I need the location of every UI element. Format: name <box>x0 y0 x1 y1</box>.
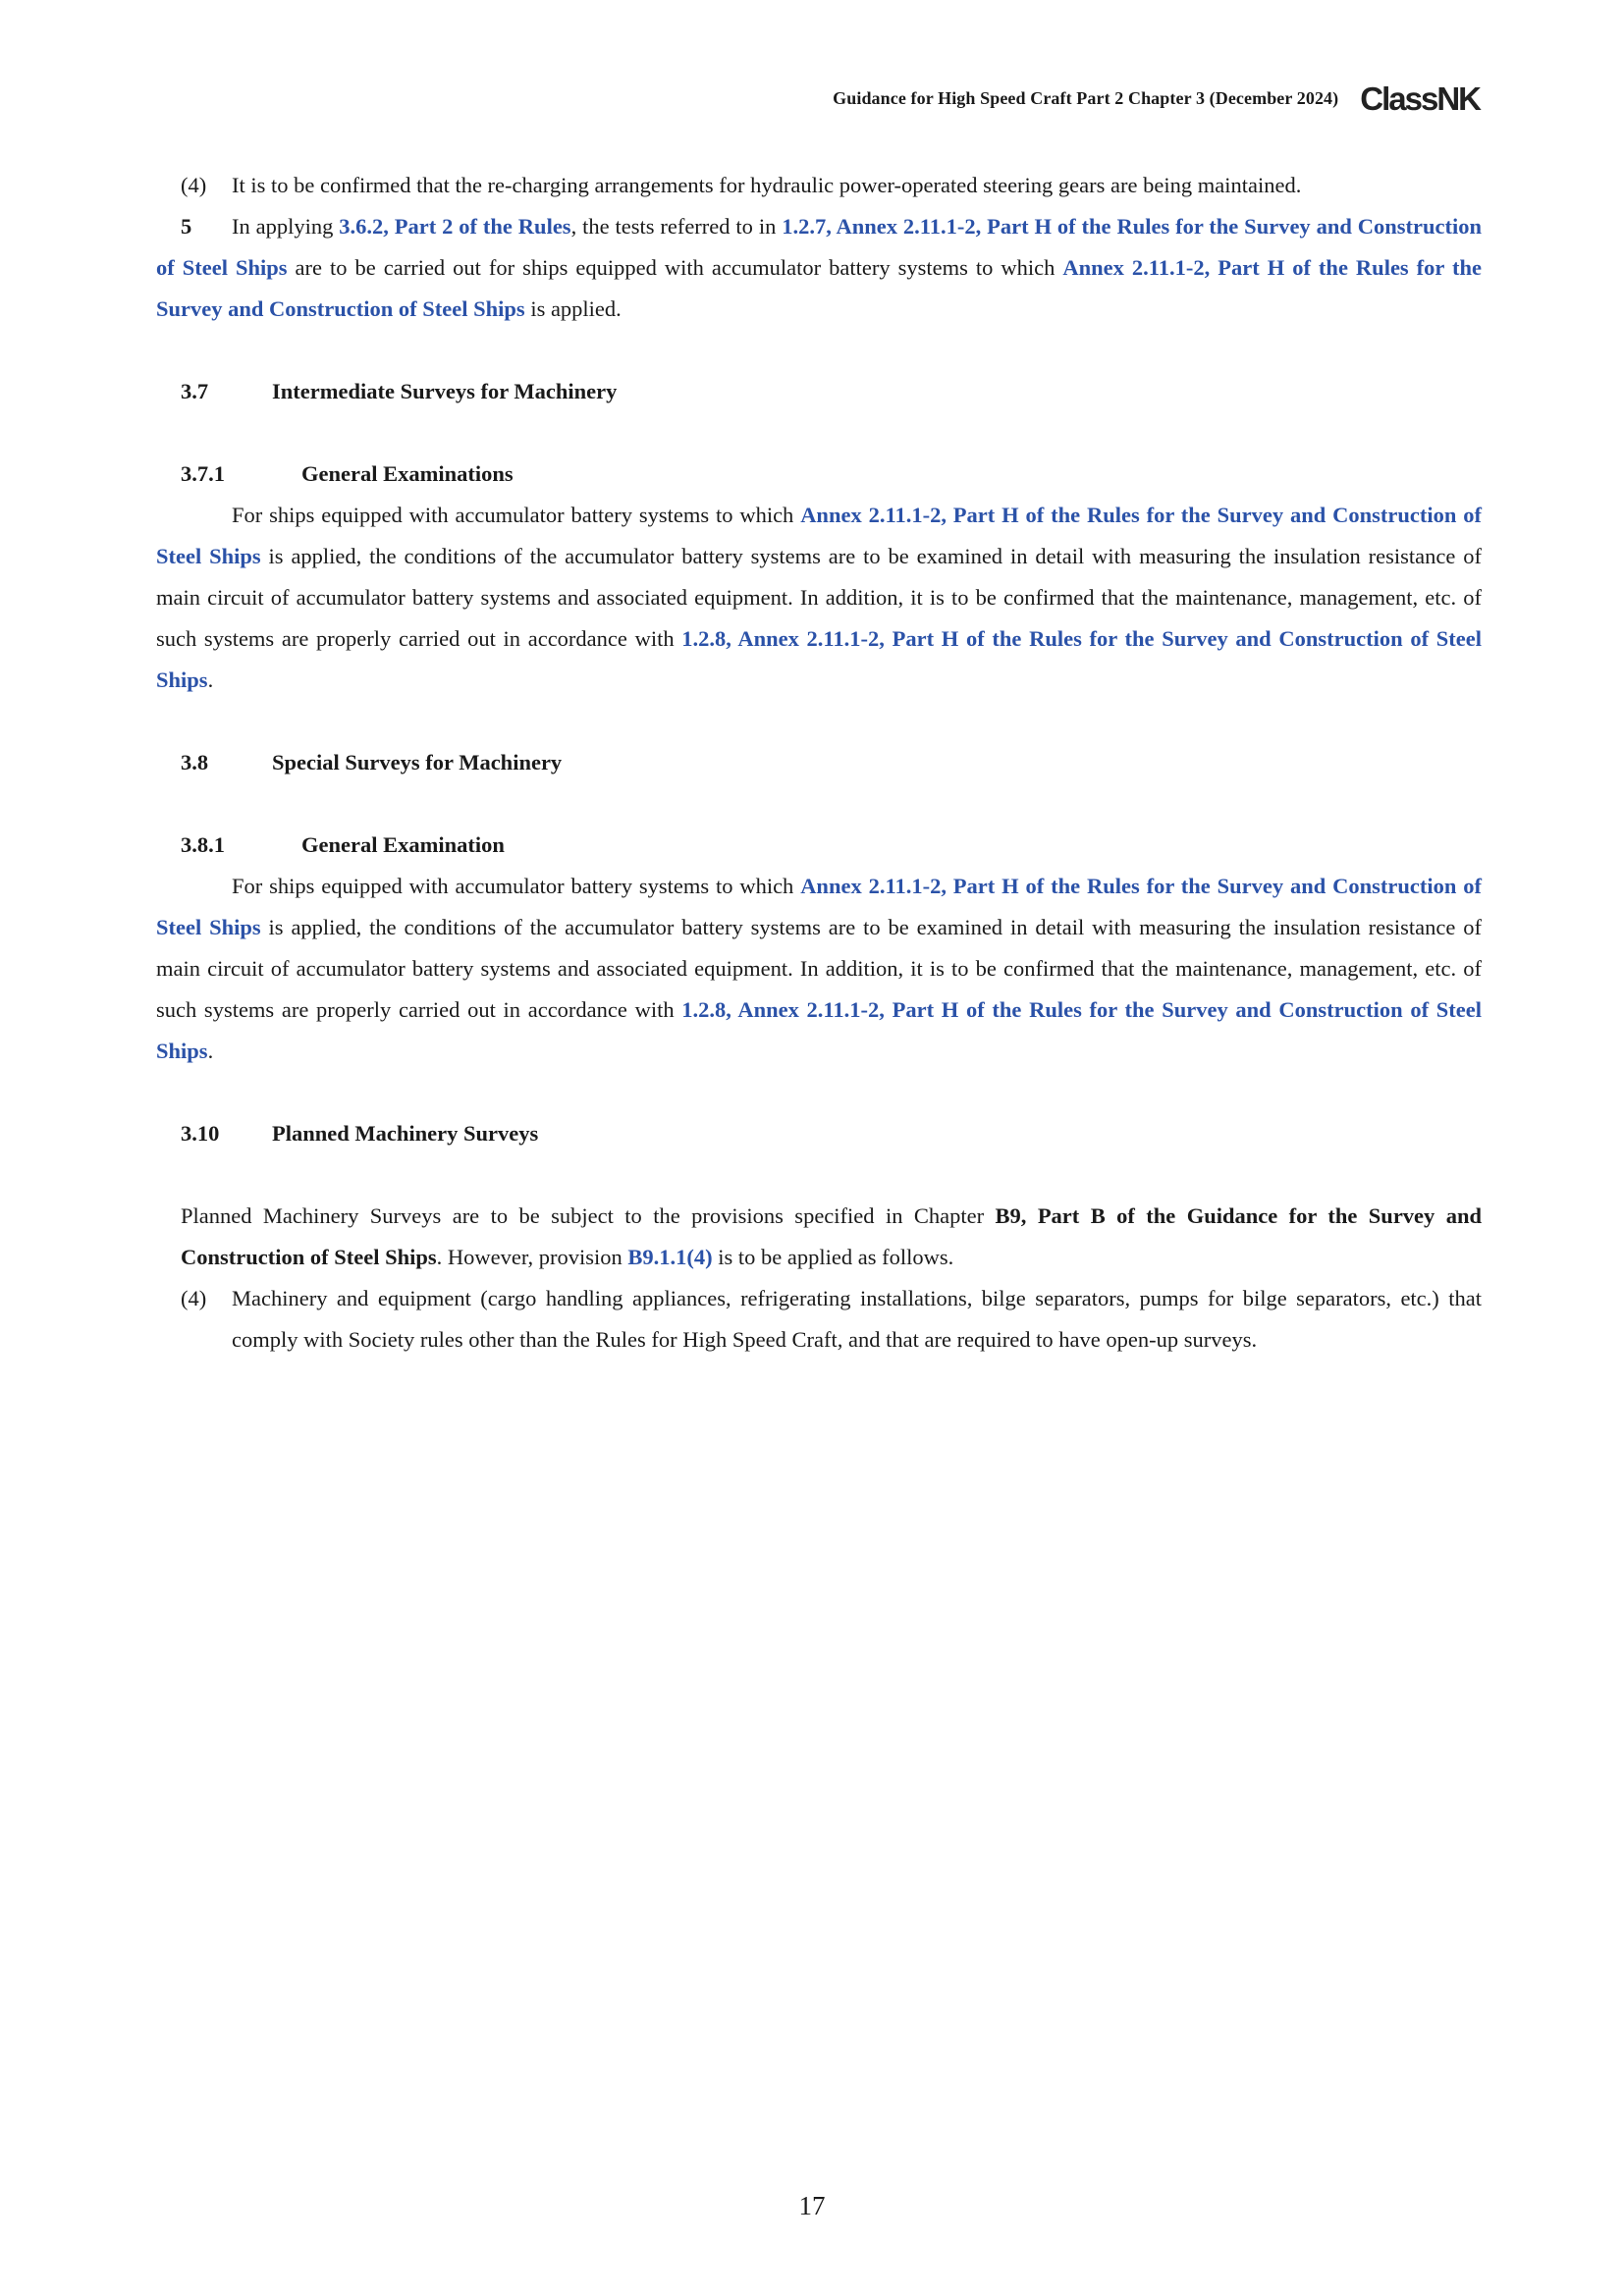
item-marker: (4) <box>181 1286 207 1310</box>
text-span: is applied, the conditions of the accumulator battery systems are to be examined in detail with measuring the insulation resistance of main circuit of accumulator battery systems and associated equipment. In addition, it is to be confirmed that the maintenance, management, etc. of such systems are properly carried out in accordance with <box>156 544 1483 651</box>
rule-reference-link[interactable]: 1.2.8, Annex 2.11.1-2, Part H of the Rules for the Survey and Construction of Steel Ships <box>156 997 1482 1063</box>
paragraph-3-8-1 <box>156 866 1482 1072</box>
text-span: is to be applied as follows. <box>712 1245 954 1269</box>
text-span: . However, provision <box>436 1245 628 1269</box>
text-span: . <box>207 667 214 692</box>
section-number: 3.10 <box>181 1121 220 1146</box>
paragraph-5 <box>156 206 1482 330</box>
rule-reference-link[interactable]: 1.2.8, Annex 2.11.1-2, Part H of the Rules for the Survey and Construction of Steel Ships <box>156 626 1482 692</box>
paragraph-text: Machinery and equipment (cargo handling appliances, refrigerating installations, bilge separators, pumps for bilge separators, etc.) that comply with Society rules other than the Rules for High Speed Craft, and that are required to have open-up surveys. <box>232 1286 1482 1352</box>
paragraph-4 <box>156 165 1482 206</box>
section-heading-3-8 <box>156 742 1482 783</box>
section-number: 3.7.1 <box>181 461 225 486</box>
section-title: General Examinations <box>301 461 514 486</box>
text-span: is applied, the conditions of the accumulator battery systems are to be examined in detail with measuring the insulation resistance of main circuit of accumulator battery systems and associated equipment. In addition, it is to be confirmed that the maintenance, management, etc. of such systems are properly carried out in accordance with <box>156 915 1483 1022</box>
section-heading-3-7 <box>156 371 1482 412</box>
page-header <box>833 79 1480 118</box>
page-number: 17 <box>798 2191 826 2220</box>
section-number: 3.8 <box>181 750 209 774</box>
paragraph-3-10-item-4 <box>156 1278 1482 1361</box>
text-span: . <box>207 1039 214 1063</box>
subsection-heading-3-7-1 <box>156 454 1482 495</box>
section-title: Intermediate Surveys for Machinery <box>272 379 618 403</box>
paragraph-text: It is to be confirmed that the re-charging arrangements for hydraulic power-operated steering gears are being maintained. <box>232 173 1302 197</box>
section-number: 3.8.1 <box>181 832 225 857</box>
text-span: For ships equipped with accumulator battery systems to which <box>232 874 801 898</box>
text-span: is applied. <box>524 296 622 321</box>
rule-reference-link[interactable]: 3.6.2, Part 2 of the Rules <box>339 214 571 239</box>
text-span: In applying <box>232 214 340 239</box>
rule-reference-link[interactable]: 1.2.7, Annex 2.11.1-2, Part H of the Rules for the Survey and Construction of Steel Ships <box>156 214 1482 280</box>
rule-reference-link[interactable]: Annex 2.11.1-2, Part H of the Rules for the Survey and Construction of Steel Ships <box>156 503 1482 568</box>
text-span: , the tests referred to in <box>570 214 783 239</box>
header-title: Guidance for High Speed Craft Part 2 Chapter 3 (December 2024) <box>833 87 1339 108</box>
section-heading-3-10 <box>156 1113 1482 1154</box>
classnk-logo: ClassNK <box>1360 80 1480 117</box>
rule-reference-link[interactable]: Annex 2.11.1-2, Part H of the Rules for the Survey and Construction of Steel Ships <box>156 874 1482 939</box>
text-span: For ships equipped with accumulator battery systems to which <box>232 503 801 527</box>
section-number: 3.7 <box>181 379 209 403</box>
paragraph-3-7-1 <box>156 495 1482 701</box>
item-marker: (4) <box>181 173 207 197</box>
guidance-reference: B9, Part B of the Guidance for the Survey and Construction of Steel Ships <box>181 1203 1482 1269</box>
rule-reference-link[interactable]: Annex 2.11.1-2, Part H of the Rules for the Survey and Construction of Steel Ships <box>156 255 1482 321</box>
rule-reference-link[interactable]: B9.1.1(4) <box>627 1245 713 1269</box>
text-span: Planned Machinery Surveys are to be subject to the provisions specified in Chapter <box>181 1203 996 1228</box>
paragraph-number: 5 <box>181 214 192 239</box>
page-content <box>156 165 1482 1361</box>
section-title: Planned Machinery Surveys <box>272 1121 539 1146</box>
text-span: are to be carried out for ships equipped with accumulator battery systems to which <box>287 255 1063 280</box>
subsection-heading-3-8-1 <box>156 825 1482 866</box>
section-title: Special Surveys for Machinery <box>272 750 563 774</box>
section-title: General Examination <box>301 832 505 857</box>
paragraph-3-10 <box>156 1196 1482 1278</box>
